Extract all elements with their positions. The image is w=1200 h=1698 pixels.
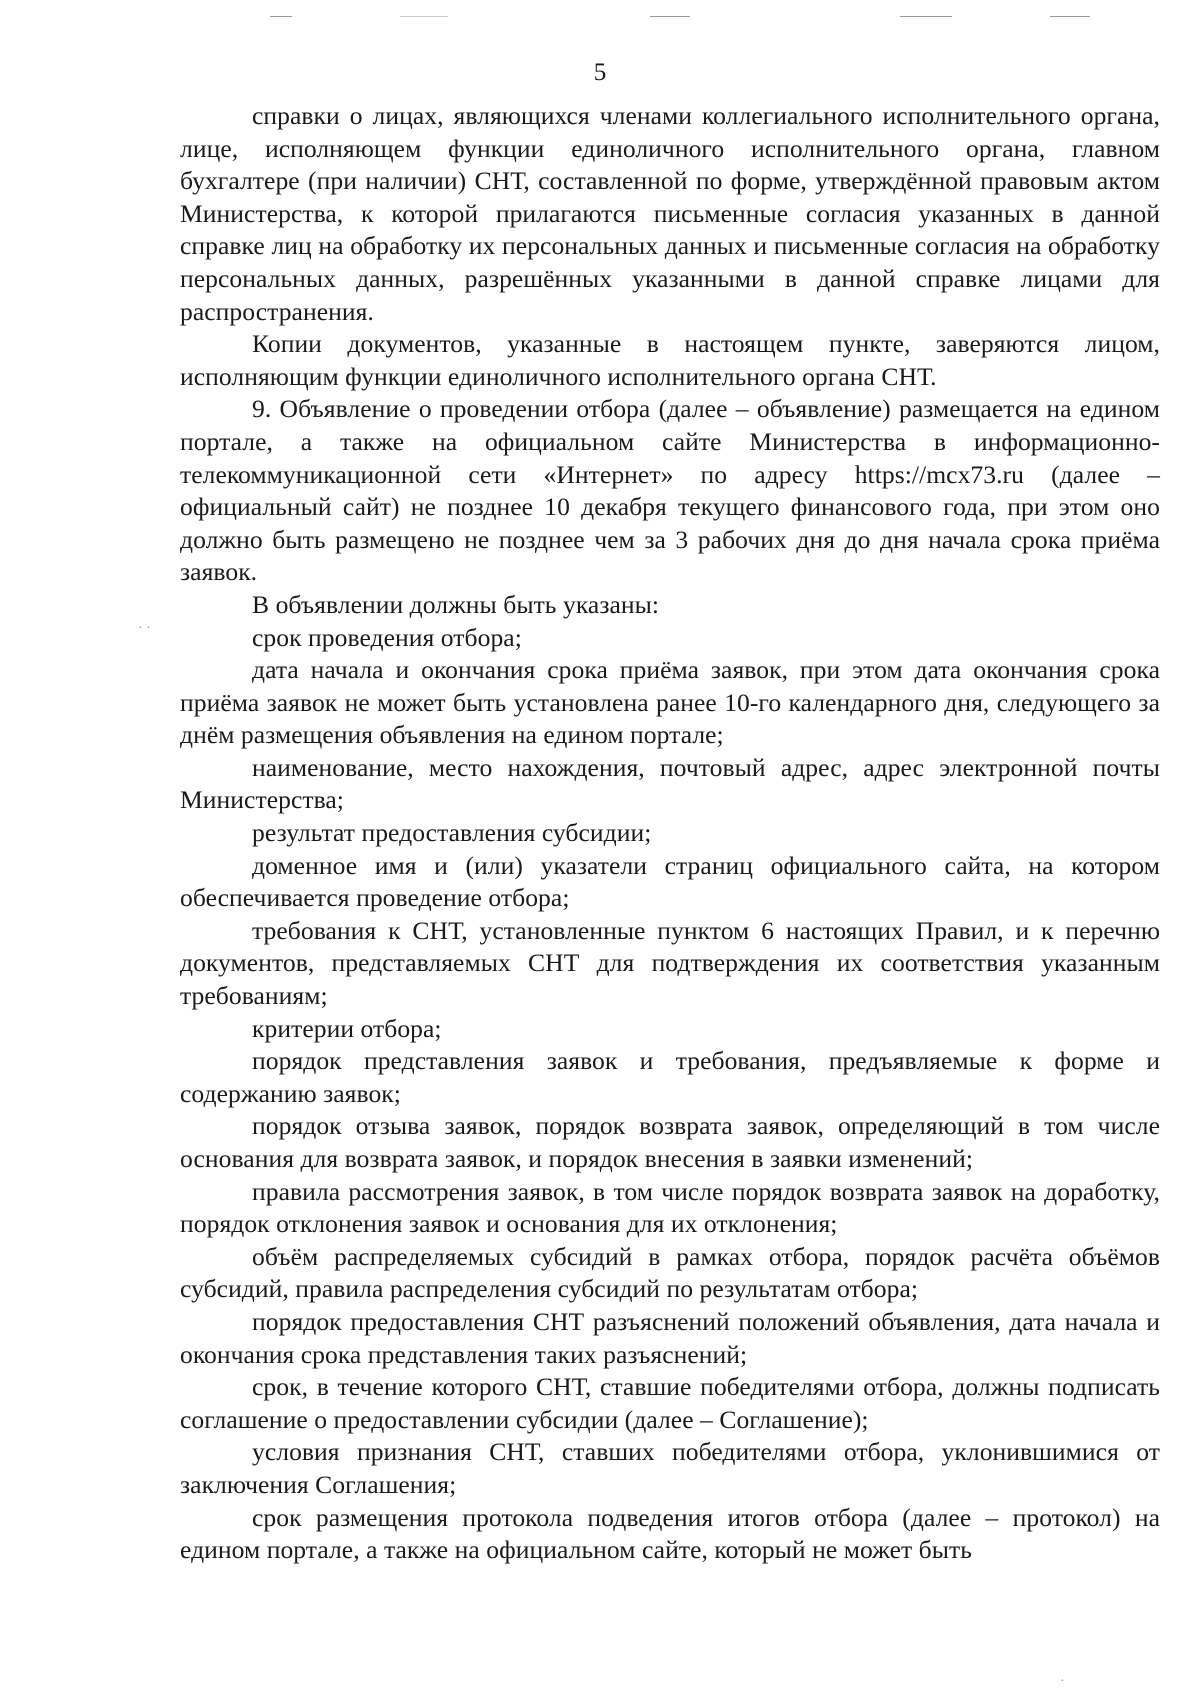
paragraph: наименование, место нахождения, почтовый адрес, адрес электронной почты Министерства; [180,752,1160,815]
paragraph: 9. Объявление о проведении отбора (далее – объявление) размещается на едином портале, а также на официальном сайте Министерства в информационно-телекоммуникационной сети «Интернет» по адресу https://mcx73.ru (далее – официальный сайт) не позднее 10 декабря текущего финансового года, при этом оно должно быть размещено не позднее чем за 3 рабочих дня до дня начала срока приёма заявок. [180,394,1160,587]
scan-artifact-line [1050,16,1090,17]
paragraph: критерии отбора; [252,1013,442,1043]
scan-artifact-dot: · [1060,1674,1065,1689]
paragraph: требования к СНТ, установленные пунктом 6 настоящих Правил, и к перечню документов, представляемых СНТ для подтверждения их соответствия указанным требованиям; [180,915,1160,1011]
paragraph: условия признания СНТ, ставших победителями отбора, уклонившимися от заключения Соглашения; [180,1437,1160,1499]
scan-artifact-line [650,16,690,17]
paragraph: результат предоставления субсидии; [252,818,652,848]
scan-artifact-line [400,16,448,17]
paragraph: Копии документов, указанные в настоящем пункте, заверяются лицом, исполняющим функции единоличного исполнительного органа СНТ. [180,329,1160,391]
scan-artifact-dot: · · [138,621,151,636]
paragraph: срок проведения отбора; [252,622,522,652]
page-number: 5 [593,59,607,86]
paragraph: срок, в течение которого СНТ, ставшие победителями отбора, должны подписать соглашение о предоставлении субсидии (далее – Соглашение); [180,1372,1160,1434]
paragraph: справки о лицах, являющихся членами коллегиального исполнительного органа, лице, исполняющем функции единоличного исполнительного органа, главном бухгалтере (при наличии) СНТ, составленной по форме, утверждённой правовым актом Министерства, к которой прилагаются письменные согласия указанных в данной справке лиц на обработку их персональных данных и письменные согласия на обработку персональных данных, разрешённых указанными в данной справке лицами для распространения. [180,101,1160,326]
paragraph: правила рассмотрения заявок, в том числе порядок возврата заявок на доработку, порядок отклонения заявок и основания для их отклонения; [180,1176,1160,1239]
paragraph: дата начала и окончания срока приёма заявок, при этом дата окончания срока приёма заявок не может быть установлена ранее 10-го календарного дня, следующего за днём размещения объявления на едином портале; [180,655,1160,750]
paragraph: порядок представления заявок и требования, предъявляемые к форме и содержанию заявок; [180,1046,1160,1108]
scan-artifact-line [900,16,952,17]
scan-artifact-line [270,16,292,17]
paragraph: порядок отзыва заявок, порядок возврата заявок, определяющий в том числе основания для возврата заявок, и порядок внесения в заявки изменений; [180,1111,1160,1173]
document-body [180,100,1160,1567]
paragraph: доменное имя и (или) указатели страниц официального сайта, на котором обеспечивается проведение отбора; [180,850,1160,913]
paragraph: порядок предоставления СНТ разъяснений положений объявления, дата начала и окончания срока представления таких разъяснений; [180,1306,1160,1369]
paragraph: срок размещения протокола подведения итогов отбора (далее – протокол) на едином портале, а также на официальном сайте, который не может быть [180,1502,1160,1565]
paragraph: В объявлении должны быть указаны: [252,589,660,619]
paragraph: объём распределяемых субсидий в рамках отбора, порядок расчёта объёмов субсидий, правила распределения субсидий по результатам отбора; [180,1241,1160,1304]
